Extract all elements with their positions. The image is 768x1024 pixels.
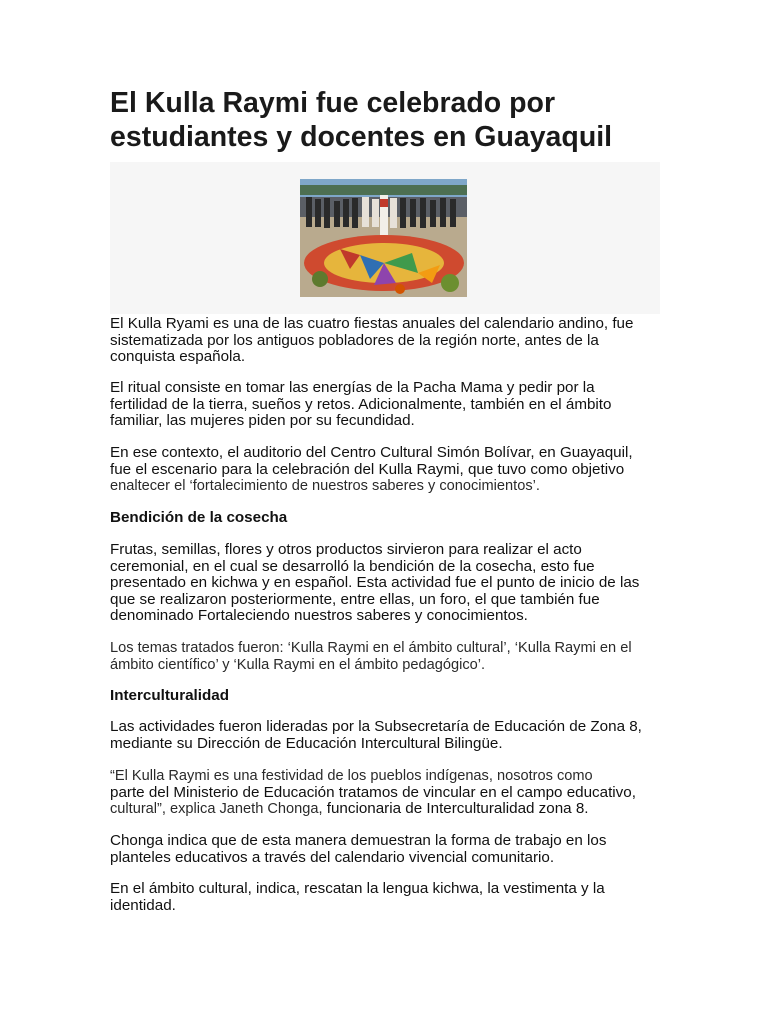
paragraph-context-main: En ese contexto, el auditorio del Centro Cultural Simón Bolívar, en Guayaquil, fue el escenario para la celebración del Kulla Raymi, que tuvo como objetivo xyxy=(110,444,633,478)
paragraph-cosecha: Frutas, semillas, flores y otros productos sirvieron para realizar el acto ceremonial, en el cual se desarrolló la bendición de la cosecha, esto fue presentado en kichwa y en español. Esta actividad fue el punto de inicio de las que se realizaron posteriormente, entre ellas, un foro, el que también fue denominado Fortaleciendo nuestros saberes y conocimientos. xyxy=(110,541,640,625)
article-photo xyxy=(300,179,467,297)
photo-icon xyxy=(300,179,467,297)
heading-interculturalidad: Interculturalidad xyxy=(110,687,229,704)
paragraph-context xyxy=(110,445,655,495)
paragraph-chonga: Chonga indica que de esta manera demuestran la forma de trabajo en los planteles educativos a través del calendario vivencial comunitario. xyxy=(110,832,607,866)
paragraph-context-objective: enaltecer el ‘fortalecimiento de nuestros saberes y conocimientos’. xyxy=(110,478,540,495)
paragraph-cita xyxy=(110,768,655,818)
paragraph-actividades: Las actividades fueron lideradas por la Subsecretaría de Educación de Zona 8, mediante su Dirección de Educación Intercultural Bilingüe. xyxy=(110,718,642,752)
heading-bendicion: Bendición de la cosecha xyxy=(110,509,288,526)
quote-line-1: “El Kulla Raymi es una festividad de los pueblos indígenas, nosotros como xyxy=(110,768,593,784)
paragraph-ambito-cultural: En el ámbito cultural, indica, rescatan la lengua kichwa, la vestimenta y la identidad. xyxy=(110,880,605,914)
quote-line-2: parte del Ministerio de Educación tratamos de vincular en el campo educativo, xyxy=(110,783,636,801)
paragraph-temas: Los temas tratados fueron: ‘Kulla Raymi en el ámbito cultural’, ‘Kulla Raymi en el ámbito científico’ y ‘Kulla Raymi en el ámbito pedagógico’. xyxy=(110,640,632,673)
quote-line-3: cultural”, explica Janeth Chonga, xyxy=(110,801,323,818)
article-title: El Kulla Raymi fue celebrado por estudiantes y docentes en Guayaquil xyxy=(110,87,613,153)
paragraph-ritual: El ritual consiste en tomar las energías de la Pacha Mama y pedir por la fertilidad de la tierra, sueños y retos. Adicionalmente, también en el ámbito familiar, las mujeres piden por su fecundidad. xyxy=(110,379,612,430)
image-container xyxy=(110,162,660,314)
paragraph-intro: El Kulla Ryami es una de las cuatro fiestas anuales del calendario andino, fue sistematizada por los antiguos pobladores de la región norte, antes de la conquista española. xyxy=(110,315,634,366)
quote-line-3-rest: funcionaria de Interculturalidad zona 8. xyxy=(322,800,589,818)
